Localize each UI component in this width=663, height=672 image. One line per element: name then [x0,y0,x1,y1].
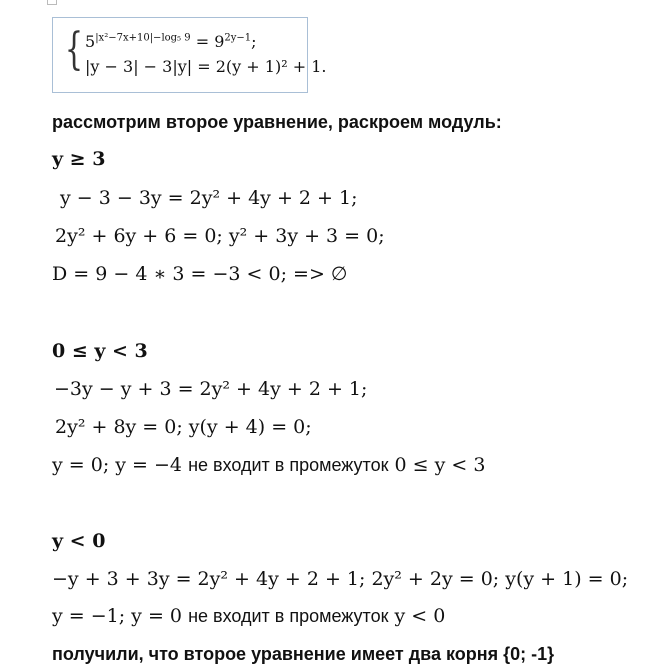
case3-roots-math: y = −1; y = 0 [52,605,183,627]
case2-roots-math: y = 0; y = −4 [52,454,183,476]
left-brace-icon: { [64,24,84,75]
case2-equation-a: −3y − y + 3 = 2y² + 4y + 2 + 1; [54,378,368,400]
case3-roots-text: не входит в промежуток [188,606,389,626]
case2-roots-interval: 0 ≤ y < 3 [394,454,486,476]
case1-equation-a: y − 3 − 3y = 2y² + 4y + 2 + 1; [60,187,358,209]
case3-condition: y < 0 [52,530,106,552]
case2-roots [52,454,485,476]
system-equation-1: $5^{|x^2-7x+10|-log_5 9} = 9^{2y-1}$; [85,32,257,51]
case3-equation-a: −y + 3 + 3y = 2y² + 4y + 2 + 1; 2y² + 2y = 0; y(y + 1) = 0; [52,568,629,590]
case1-condition: y ≥ 3 [52,148,106,170]
case2-roots-text: не входит в промежуток [188,455,389,475]
conclusion-text: получили, что второе уравнение имеет два корня {0; -1} [52,644,555,664]
intro-text: рассмотрим второе уравнение, раскроем модуль: [52,112,502,132]
case2-condition: 0 ≤ y < 3 [52,340,148,362]
case1-equation-b: 2y² + 6y + 6 = 0; y² + 3y + 3 = 0; [55,225,385,247]
case1-discriminant: D = 9 − 4 ∗ 3 = −3 < 0; => ∅ [52,263,348,285]
case3-roots [52,605,445,627]
system-equation-2: |y − 3| − 3|y| = 2(y + 1)² + 1. [85,57,327,76]
corner-mark-icon [47,0,57,5]
case2-equation-b: 2y² + 8y = 0; y(y + 4) = 0; [55,416,312,438]
case3-roots-interval: y < 0 [394,605,446,627]
equation-system-image [52,17,327,93]
